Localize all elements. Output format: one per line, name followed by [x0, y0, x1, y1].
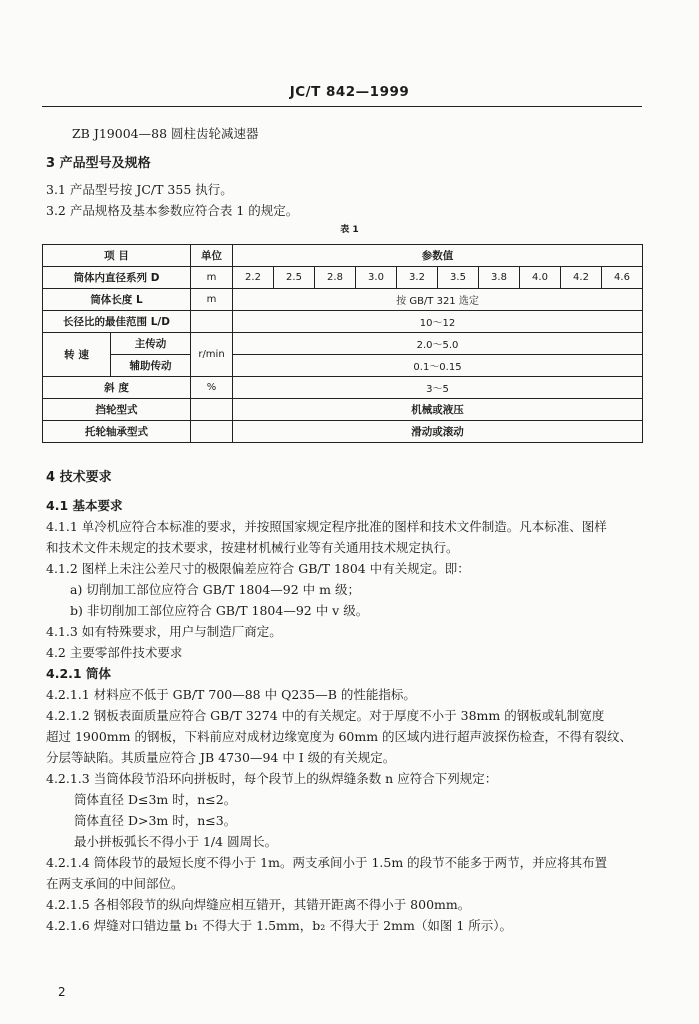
section-4-title: 4 技术要求: [46, 470, 112, 485]
unit-length: m: [191, 289, 233, 311]
diameter-value: 2.2: [233, 267, 274, 289]
table-header-row: [43, 245, 643, 267]
clause-4-2-1-4-line1: 4.2.1.4 筒体段节的最短长度不得小于 1m。两支承间小于 1.5m 的段节不能多于两节，并应将其布置: [46, 855, 608, 870]
clause-4-1: 4.1 基本要求: [46, 498, 123, 513]
page-number: 2: [58, 985, 66, 999]
diameter-value: 3.2: [397, 267, 438, 289]
row-label-main-drive: 主传动: [111, 333, 191, 355]
row-label-length: 筒体长度 L: [43, 289, 191, 311]
clause-4-2-1-6: 4.2.1.6 焊缝对口错边量 b₁ 不得大于 1.5mm，b₂ 不得大于 2mm（如图 1 所示）。: [46, 918, 512, 933]
clause-3-2: 3.2 产品规格及基本参数应符合表 1 的规定。: [46, 203, 299, 218]
clause-4-1-3: 4.1.3 如有特殊要求，用户与制造厂商定。: [46, 624, 282, 639]
row-label-ratio: 长径比的最佳范围 L/D: [43, 311, 191, 333]
clause-4-2-1-3: 4.2.1.3 当筒体段节沿环向拼板时，每个段节上的纵焊缝条数 n 应符合下列规定：: [46, 771, 498, 786]
clause-4-2-1-3-a: 筒体直径 D≤3m 时，n≤2。: [74, 792, 237, 807]
header-unit: 单位: [191, 245, 233, 267]
clause-4-2-1-3-c: 最小拼板弧长不得小于 1/4 圆周长。: [74, 834, 278, 849]
unit-thrust-empty: [191, 399, 233, 421]
clause-4-2-1-2-line2: 超过 1900mm 的钢板，下料前应对成材边缘宽度为 60mm 的区域内进行超声波探伤检查，不得有裂纹、: [46, 729, 633, 744]
unit-bearing-empty: [191, 421, 233, 443]
clause-4-2-1-2-line1: 4.2.1.2 钢板表面质量应符合 GB/T 3274 中的有关规定。对于厚度不小于 38mm 的钢板或轧制宽度: [46, 708, 605, 723]
row-group-speed: 转 速: [43, 333, 111, 377]
ratio-value: 10～12: [233, 311, 643, 333]
main-drive-value: 2.0～5.0: [233, 333, 643, 355]
length-value: 按 GB/T 321 选定: [233, 289, 643, 311]
table-row-thrust-roller: [43, 399, 643, 421]
diameter-value: 2.8: [315, 267, 356, 289]
row-label-aux-drive: 辅助传动: [111, 355, 191, 377]
table-row-length: [43, 289, 643, 311]
diameter-value: 4.0: [520, 267, 561, 289]
bearing-value: 滑动或滚动: [233, 421, 643, 443]
clause-4-2-1-2-line3: 分层等缺陷。其质量应符合 JB 4730—94 中 I 级的有关规定。: [46, 750, 396, 765]
clause-4-1-2-a: a) 切削加工部位应符合 GB/T 1804—92 中 m 级；: [70, 582, 360, 597]
header-rule: [42, 106, 642, 107]
reference-standard: ZB J19004—88 圆柱齿轮减速器: [72, 126, 259, 141]
clause-4-2-1: 4.2.1 筒体: [46, 666, 111, 681]
table-row-diameter: [43, 267, 643, 289]
row-label-diameter: 筒体内直径系列 D: [43, 267, 191, 289]
diameter-value: 3.0: [356, 267, 397, 289]
clause-4-1-2-b: b) 非切削加工部位应符合 GB/T 1804—92 中 v 级。: [70, 603, 369, 618]
diameter-value: 3.5: [438, 267, 479, 289]
thrust-roller-value: 机械或液压: [233, 399, 643, 421]
clause-3-1: 3.1 产品型号按 JC/T 355 执行。: [46, 182, 233, 197]
clause-4-1-2: 4.1.2 图样上未注公差尺寸的极限偏差应符合 GB/T 1804 中有关规定。即：: [46, 561, 470, 576]
clause-4-2-1-5: 4.2.1.5 各相邻段节的纵向焊缝应相互错开，其错开距离不得小于 800mm。: [46, 897, 471, 912]
slope-value: 3～5: [233, 377, 643, 399]
row-label-slope: 斜 度: [43, 377, 191, 399]
table-row-speed-aux: [43, 355, 643, 377]
table-row-bearing: [43, 421, 643, 443]
table-caption: 表 1: [340, 225, 359, 235]
diameter-value: 2.5: [274, 267, 315, 289]
row-label-thrust-roller: 挡轮型式: [43, 399, 191, 421]
table-row-speed-main: [43, 333, 643, 355]
section-3-title: 3 产品型号及规格: [46, 156, 151, 171]
unit-ratio-empty: [191, 311, 233, 333]
diameter-value: 4.2: [561, 267, 602, 289]
row-label-bearing: 托轮轴承型式: [43, 421, 191, 443]
header-item: 项 目: [43, 245, 191, 267]
standard-code-header: JC/T 842—1999: [289, 84, 410, 100]
diameter-value: 4.6: [602, 267, 643, 289]
clause-4-2-1-4-line2: 在两支承间的中间部位。: [46, 876, 184, 891]
aux-drive-value: 0.1～0.15: [233, 355, 643, 377]
clause-4-2: 4.2 主要零部件技术要求: [46, 645, 183, 660]
table-row-slope: [43, 377, 643, 399]
clause-4-2-1-1: 4.2.1.1 材料应不低于 GB/T 700—88 中 Q235—B 的性能指标。: [46, 687, 416, 702]
header-param: 参数值: [233, 245, 643, 267]
clause-4-1-1-line1: 4.1.1 单冷机应符合本标准的要求，并按照国家规定程序批准的图样和技术文件制造。凡本标准、图样: [46, 519, 607, 534]
clause-4-2-1-3-b: 筒体直径 D>3m 时，n≤3。: [74, 813, 237, 828]
parameter-table: [42, 244, 643, 443]
unit-speed: r/min: [191, 333, 233, 377]
clause-4-1-1-line2: 和技术文件未规定的技术要求，按建材机械行业等有关通用技术规定执行。: [46, 540, 459, 555]
table-row-ratio: [43, 311, 643, 333]
unit-diameter: m: [191, 267, 233, 289]
diameter-value: 3.8: [479, 267, 520, 289]
unit-slope: %: [191, 377, 233, 399]
